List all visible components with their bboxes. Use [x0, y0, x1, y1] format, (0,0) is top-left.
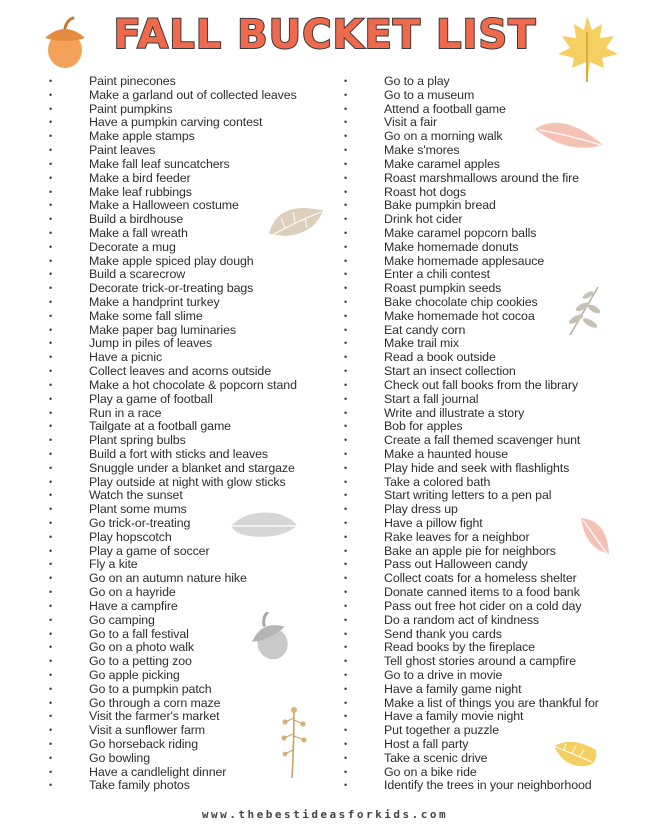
list-item: • Go on a morning walk	[384, 130, 599, 144]
list-item: • Make leaf rubbings	[89, 186, 297, 200]
list-item: • Plant some mums	[89, 503, 297, 517]
list-item: • Go horseback riding	[89, 738, 297, 752]
list-item: • Pass out free hot cider on a cold day	[384, 600, 599, 614]
list-item: • Play outside at night with glow sticks	[89, 476, 297, 490]
list-item: • Jump in piles of leaves	[89, 337, 297, 351]
list-item: • Read a book outside	[384, 351, 599, 365]
list-item: • Have a pillow fight	[384, 517, 599, 531]
list-item: • Make a handprint turkey	[89, 296, 297, 310]
list-item: • Build a birdhouse	[89, 213, 297, 227]
list-item: • Make fall leaf suncatchers	[89, 158, 297, 172]
list-item: • Make a list of things you are thankful for	[384, 697, 599, 711]
list-item: • Roast pumpkin seeds	[384, 282, 599, 296]
list-item: • Build a fort with sticks and leaves	[89, 448, 297, 462]
list-item: • Paint leaves	[89, 144, 297, 158]
list-item: • Play hide and seek with flashlights	[384, 462, 599, 476]
list-item: • Tailgate at a football game	[89, 420, 297, 434]
list-item: • Make a fall wreath	[89, 227, 297, 241]
list-item: • Go bowling	[89, 752, 297, 766]
list-item: • Go to a fall festival	[89, 628, 297, 642]
list-item: • Play dress up	[384, 503, 599, 517]
list-item: • Build a scarecrow	[89, 268, 297, 282]
list-item: • Go on a hayride	[89, 586, 297, 600]
list-item: • Visit a sunflower farm	[89, 724, 297, 738]
list-item: • Go through a corn maze	[89, 697, 297, 711]
list-item: • Make a Halloween costume	[89, 199, 297, 213]
list-item: • Have a family game night	[384, 683, 599, 697]
list-item: • Rake leaves for a neighbor	[384, 531, 599, 545]
list-item: • Decorate trick-or-treating bags	[89, 282, 297, 296]
website-footer: www.thebestideasforkids.com	[201, 808, 449, 821]
list-item: • Visit the farmer's market	[89, 710, 297, 724]
list-item: • Watch the sunset	[89, 489, 297, 503]
bucket-list-left-column	[89, 75, 297, 793]
list-item: • Make paper bag luminaries	[89, 324, 297, 338]
list-item: • Make a hot chocolate & popcorn stand	[89, 379, 297, 393]
list-item: • Send thank you cards	[384, 628, 599, 642]
list-item: • Donate canned items to a food bank	[384, 586, 599, 600]
list-item: • Go to a museum	[384, 89, 599, 103]
list-item: • Run in a race	[89, 407, 297, 421]
list-item: • Fly a kite	[89, 558, 297, 572]
list-item: • Bob for apples	[384, 420, 599, 434]
list-item: • Decorate a mug	[89, 241, 297, 255]
list-item: • Have a picnic	[89, 351, 297, 365]
list-item: • Play hopscotch	[89, 531, 297, 545]
list-item: • Make homemade hot cocoa	[384, 310, 599, 324]
list-item: • Go on an autumn nature hike	[89, 572, 297, 586]
acorn-icon	[40, 14, 90, 72]
list-item: • Collect leaves and acorns outside	[89, 365, 297, 379]
list-item: • Make s'mores	[384, 144, 599, 158]
list-item: • Eat candy corn	[384, 324, 599, 338]
list-item: • Go to a petting zoo	[89, 655, 297, 669]
list-item: • Paint pumpkins	[89, 103, 297, 117]
list-item: • Roast hot dogs	[384, 186, 599, 200]
list-item: • Plant spring bulbs	[89, 434, 297, 448]
list-item: • Visit a fair	[384, 116, 599, 130]
list-item: • Make apple stamps	[89, 130, 297, 144]
list-item: • Go to a drive in movie	[384, 669, 599, 683]
list-item: • Go on a bike ride	[384, 766, 599, 780]
list-item: • Make apple spiced play dough	[89, 255, 297, 269]
bucket-list-right-column	[384, 75, 599, 793]
list-item: • Attend a football game	[384, 103, 599, 117]
list-item: • Take family photos	[89, 779, 297, 793]
list-item: • Start a fall journal	[384, 393, 599, 407]
list-item: • Make a haunted house	[384, 448, 599, 462]
list-item: • Bake chocolate chip cookies	[384, 296, 599, 310]
list-item: • Have a candlelight dinner	[89, 766, 297, 780]
list-item: • Go on a photo walk	[89, 641, 297, 655]
list-item: • Start writing letters to a pen pal	[384, 489, 599, 503]
list-item: • Roast marshmallows around the fire	[384, 172, 599, 186]
list-item: • Go camping	[89, 614, 297, 628]
list-item: • Have a campfire	[89, 600, 297, 614]
maple-leaf-icon	[552, 12, 622, 84]
list-item: • Make some fall slime	[89, 310, 297, 324]
list-item: • Play a game of football	[89, 393, 297, 407]
list-item: • Bake pumpkin bread	[384, 199, 599, 213]
page-title: FALL BUCKET LIST	[113, 12, 537, 58]
list-item: • Check out fall books from the library	[384, 379, 599, 393]
list-item: • Make a garland out of collected leaves	[89, 89, 297, 103]
list-item: • Read books by the fireplace	[384, 641, 599, 655]
list-item: • Paint pinecones	[89, 75, 297, 89]
list-item: • Make homemade donuts	[384, 241, 599, 255]
list-item: • Drink hot cider	[384, 213, 599, 227]
list-item: • Make trail mix	[384, 337, 599, 351]
list-item: • Go apple picking	[89, 669, 297, 683]
list-item: • Start an insect collection	[384, 365, 599, 379]
list-item: • Play a game of soccer	[89, 545, 297, 559]
list-item: • Go trick-or-treating	[89, 517, 297, 531]
list-item: • Make homemade applesauce	[384, 255, 599, 269]
list-item: • Go to a pumpkin patch	[89, 683, 297, 697]
list-item: • Go to a play	[384, 75, 599, 89]
list-item: • Take a colored bath	[384, 476, 599, 490]
list-item: • Put together a puzzle	[384, 724, 599, 738]
list-item: • Tell ghost stories around a campfire	[384, 655, 599, 669]
list-item: • Collect coats for a homeless shelter	[384, 572, 599, 586]
list-item: • Write and illustrate a story	[384, 407, 599, 421]
list-item: • Enter a chili contest	[384, 268, 599, 282]
list-item: • Snuggle under a blanket and stargaze	[89, 462, 297, 476]
list-item: • Do a random act of kindness	[384, 614, 599, 628]
list-item: • Identify the trees in your neighborhood	[384, 779, 599, 793]
list-item: • Make a bird feeder	[89, 172, 297, 186]
list-item: • Create a fall themed scavenger hunt	[384, 434, 599, 448]
list-item: • Have a pumpkin carving contest	[89, 116, 297, 130]
list-item: • Have a family movie night	[384, 710, 599, 724]
list-item: • Pass out Halloween candy	[384, 558, 599, 572]
list-item: • Bake an apple pie for neighbors	[384, 545, 599, 559]
list-item: • Make caramel apples	[384, 158, 599, 172]
list-item: • Take a scenic drive	[384, 752, 599, 766]
list-item: • Make caramel popcorn balls	[384, 227, 599, 241]
list-item: • Host a fall party	[384, 738, 599, 752]
